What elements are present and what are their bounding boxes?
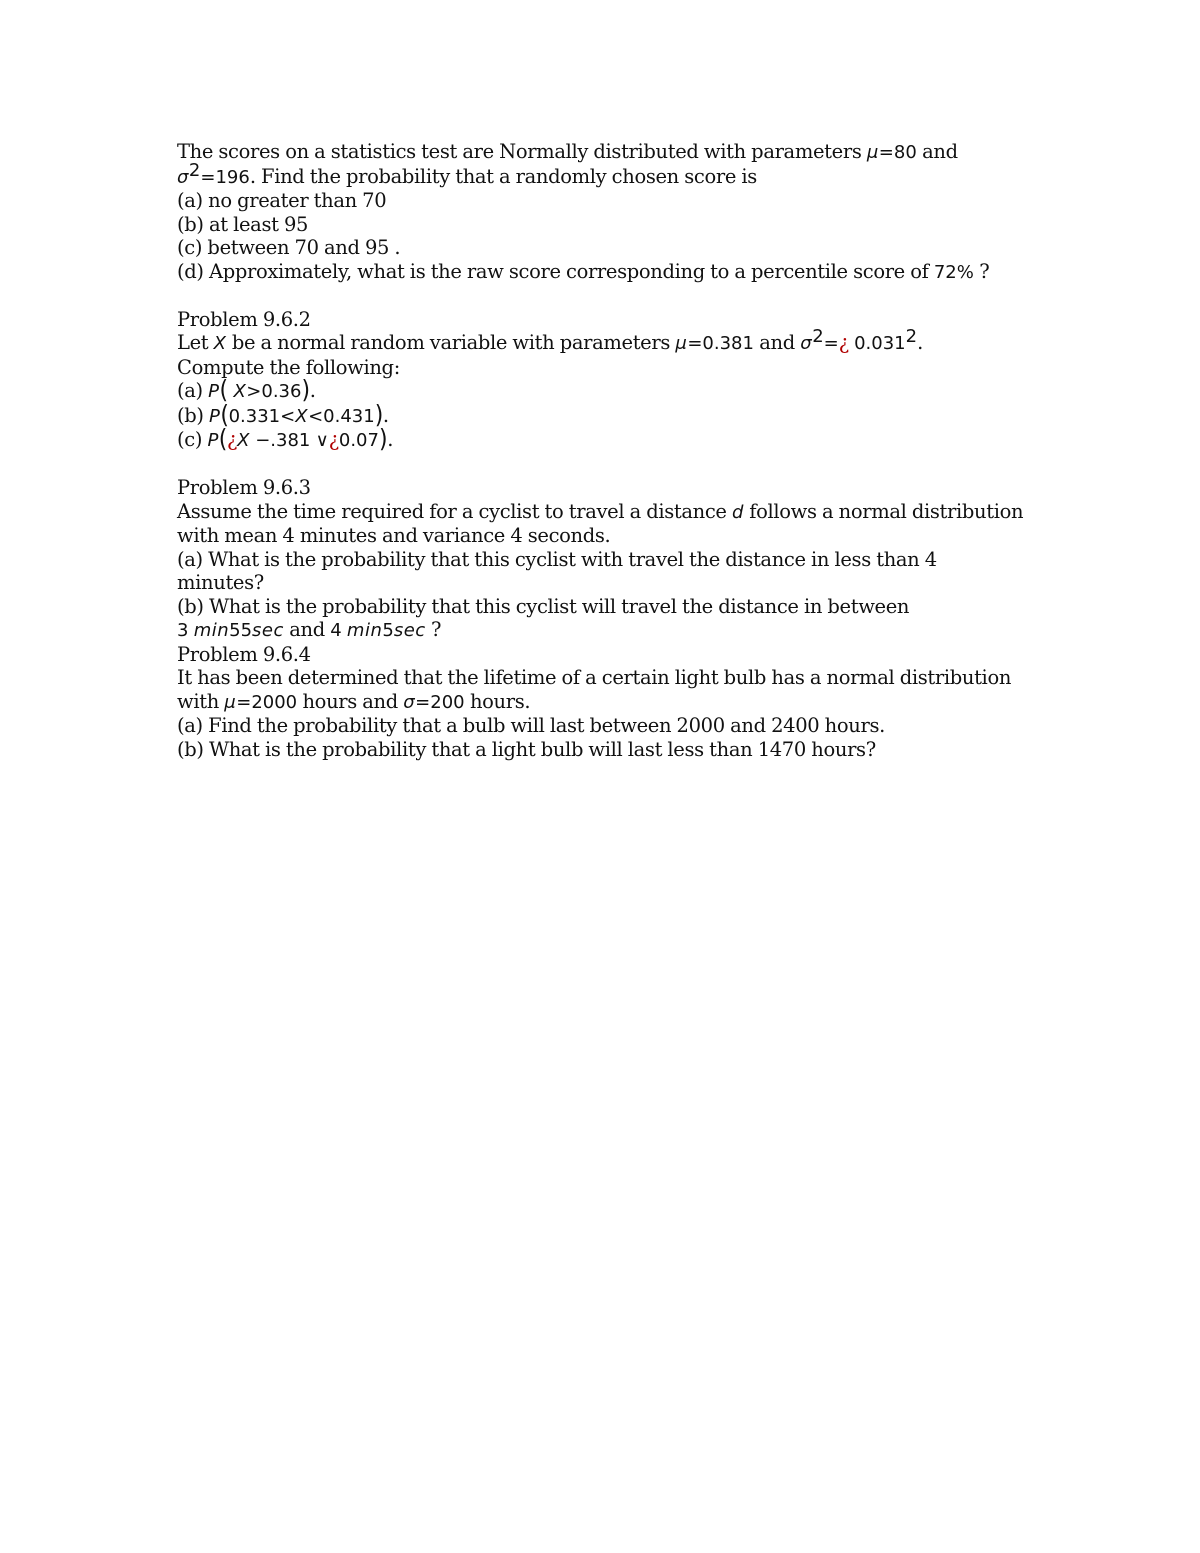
text: and [916,140,958,163]
unit-sec: sec [252,620,284,641]
problem4-line2 [177,690,1037,715]
text: follows a normal distribution [743,499,1024,523]
expression: >0.36 [246,381,302,402]
text: (c) [177,428,208,451]
problem-heading: Problem 9.6.2 [177,307,311,331]
problem-heading: Problem 9.6.3 [177,476,311,499]
problem1-part-a: (a) no greater than 70 [177,189,387,212]
paren: ( [220,400,229,430]
inverted-question-glyph: ¿ [227,428,238,451]
prob-symbol: P [207,430,219,451]
expression: <0.431 [308,405,375,427]
equals-sign: = [823,333,839,354]
problem1-part-d [177,260,1037,285]
problem-block-1 [177,140,1037,284]
superscript: 2 [188,159,201,181]
problem-block-3 [177,476,1037,643]
text: . [917,331,923,354]
sigma-value: 0.031 [848,333,906,354]
variable-x: X [237,430,250,451]
text: . [382,403,389,427]
text: hours. [464,689,531,713]
text: ? [973,259,990,283]
problem3-part-a-line2: minutes? [177,571,264,594]
problem2-compute: Compute the following: [177,355,400,379]
problem1-part-b: (b) at least 95 [177,212,309,236]
text: The scores on a statistics test are Normally distributed with parameters [177,140,867,163]
time-value: 55 [229,620,253,641]
prob-symbol: P [208,381,220,402]
mu-symbol: μ [675,333,688,354]
superscript: 2 [812,326,824,347]
text: . [309,379,316,402]
spacer [177,284,1037,308]
text: Assume the time required for a cyclist to travel a distance [177,499,732,523]
sigma-symbol: σ [177,166,189,188]
mu-value: =0.381 [687,333,754,354]
text: and [283,618,331,641]
problem2-part-a [177,376,1037,405]
text: ? [425,618,442,641]
problem3-line2: with mean 4 minutes and variance 4 seconds. [177,524,611,547]
text: (b) [177,403,209,427]
text: . Find the probability that a randomly chosen score is [249,164,757,188]
problem3-part-b-line2 [177,618,1037,643]
text: hours and [297,689,404,713]
superscript: 2 [905,326,918,347]
expression: 0.07 [338,430,379,451]
unit-sec: sec [393,620,426,641]
expression: 0.331< [228,405,296,427]
mu-symbol: μ [224,691,237,713]
spacer [177,453,1037,477]
problem-heading: Problem 9.6.4 [177,642,311,666]
paren: ( [219,376,228,405]
text: (a) [177,379,209,402]
variable-x: X [295,405,309,427]
variable-x: X [227,381,247,402]
percentile-value: 72% [933,261,974,283]
problem1-part-c: (c) between 70 and 95 . [177,236,401,259]
text: with [177,689,225,713]
variable-d: d [731,501,744,523]
problem3-line1 [177,500,1037,525]
variable-x: X [213,333,227,354]
unit-min: min [346,620,383,641]
inverted-question-glyph: ¿ [838,331,849,354]
text: Let [177,331,214,354]
document-body [177,140,1037,761]
problem2-part-c [177,425,1037,454]
problem-block-4 [177,643,1037,762]
problem1-line1 [177,140,1037,165]
problem4-line1: It has been determined that the lifetime of a certain light bulb has a normal distribution [177,666,1012,689]
time-value: 3 [177,620,194,641]
mu-value: =80 [878,142,917,163]
sigma-symbol: σ [800,333,813,354]
problem3-part-a-line1: (a) What is the probability that this cyclist with travel the distance in less than 4 [177,547,937,571]
paren: ) [374,400,383,430]
problem4-part-a: (a) Find the probability that a bulb will last between 2000 and 2400 hours. [177,714,885,737]
time-value: 4 [330,620,347,641]
time-value: 5 [382,620,394,641]
sigma-value: =196 [200,166,250,188]
problem-block-2 [177,308,1037,453]
text: (d) Approximately, what is the raw score corresponding to a percentile score of [177,259,934,283]
paren: ) [378,425,388,454]
sigma-value: =200 [415,691,465,713]
problem2-part-b [177,400,1037,430]
sigma-symbol: σ [403,691,416,713]
prob-symbol: P [209,405,221,427]
problem4-part-b: (b) What is the probability that a light bulb will last less than 1470 hours? [177,737,876,761]
text: be a normal random variable with parameters [226,331,676,354]
text: and [753,331,801,354]
problem2-line1 [177,326,1037,356]
mu-value: =2000 [236,691,298,713]
problem1-line2 [177,159,1037,190]
unit-min: min [193,620,230,641]
mu-symbol: μ [866,142,879,163]
paren: ( [218,425,228,454]
problem3-part-b-line1: (b) What is the probability that this cyclist will travel the distance in between [177,594,910,618]
expression: −.381 ∨ [249,430,329,451]
inverted-question-glyph: ¿ [328,428,339,451]
text: . [387,428,394,451]
paren: ) [301,376,310,405]
